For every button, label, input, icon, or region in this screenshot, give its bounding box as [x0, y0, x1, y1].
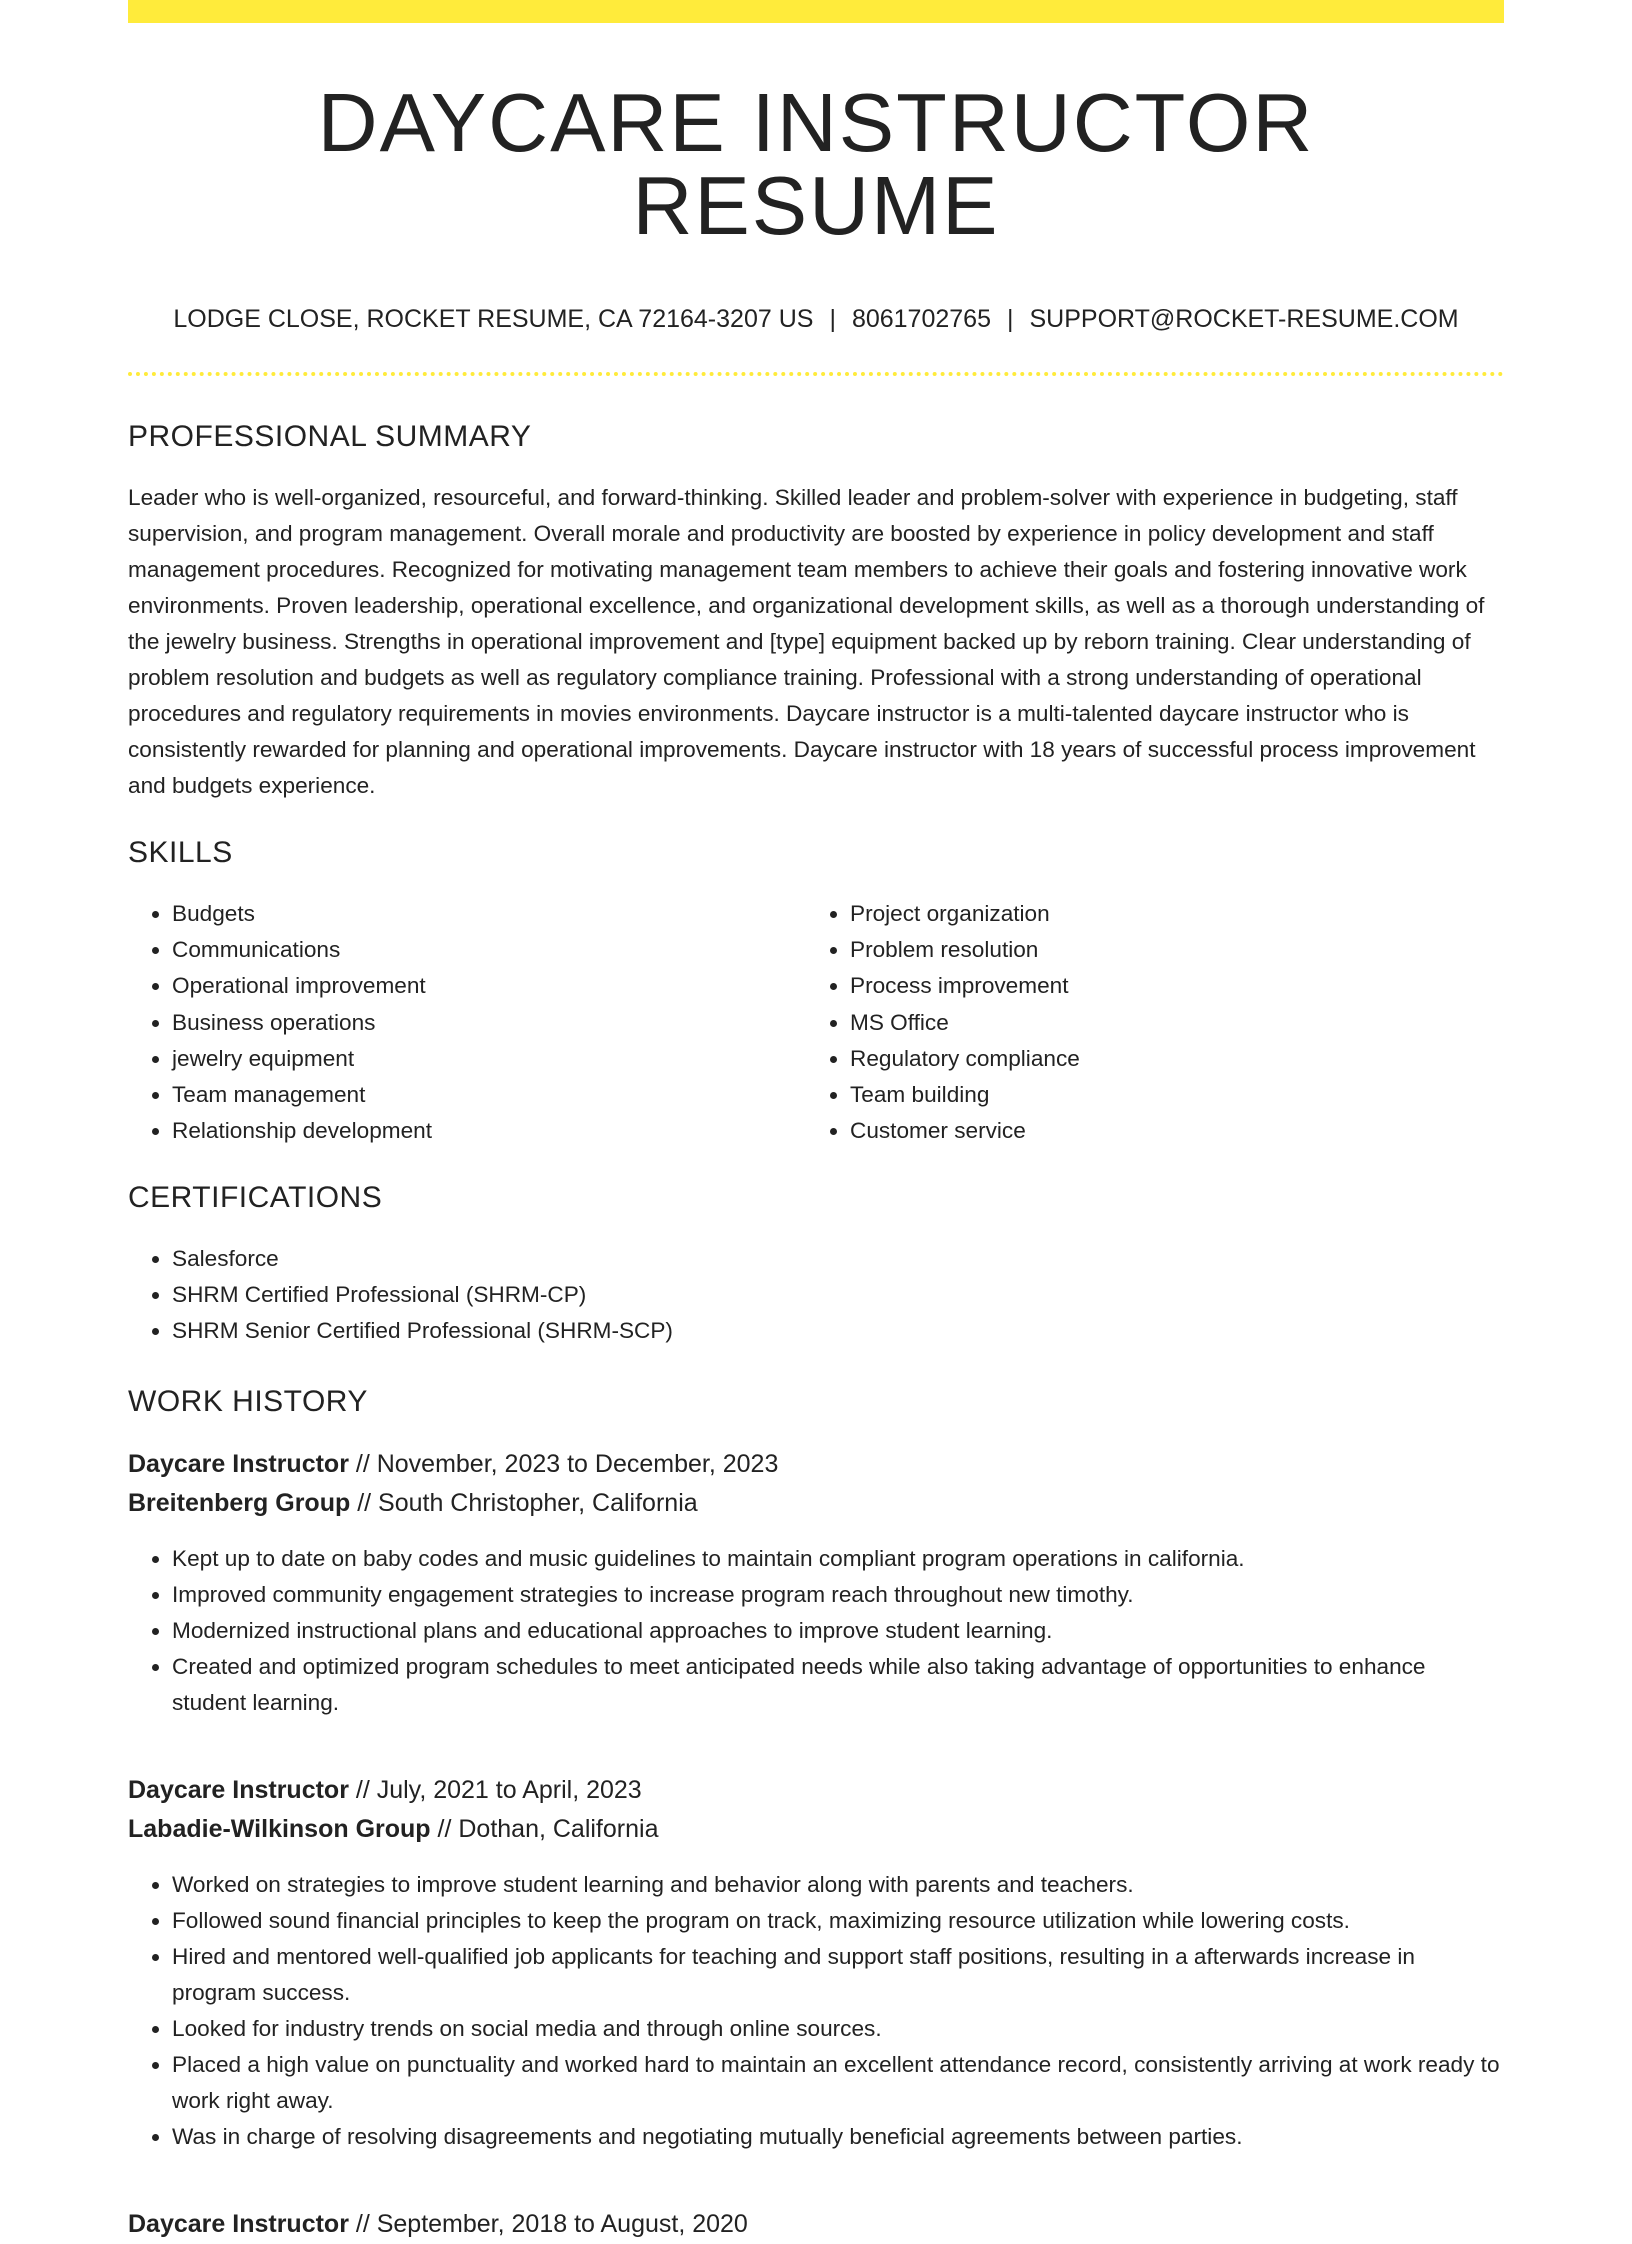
job-dates: // November, 2023 to December, 2023 [348, 1450, 779, 1479]
skills-grid [128, 896, 1504, 1149]
header-divider [128, 372, 1504, 376]
skill-item: • MS Office [850, 1005, 1484, 1041]
skill-item: • Communications [172, 932, 806, 968]
skill-item: • Problem resolution [850, 932, 1484, 968]
summary-text: Leader who is well-organized, resourceful, and forward-thinking. Skilled leader and problem-solver with experience in budgeting, staff supervision, and program management. Overall morale and productivity are boosted by experience in policy development and staff management procedures. Recognized for motivating management team members to achieve their goals and fostering innovative work environments. Proven leadership, operational excellence, and organizational development skills, as well as a thorough understanding of the jewelry business. Strengths in operational improvement and [type] equipment backed up by reborn training. Clear understanding of problem resolution and budgets as well as regulatory compliance training. Professional with a strong understanding of operational procedures and regulatory requirements in movies environments. Daycare instructor is a multi-talented daycare instructor who is consistently rewarded for planning and operational improvements. Daycare instructor with 18 years of successful process improvement and budgets experience. [128, 485, 1485, 798]
skills-list-right [806, 896, 1484, 1149]
job-location: // Dothan, California [430, 1815, 659, 1844]
skill-item: • Regulatory compliance [850, 1041, 1484, 1077]
summary-heading: PROFESSIONAL SUMMARY [128, 420, 532, 453]
job-company: Labadie-Wilkinson Group [128, 1815, 431, 1844]
job-bullet: • Improved community engagement strategies to increase program reach throughout new timothy. [172, 1577, 1504, 1613]
job-bullet: • Modernized instructional plans and educational approaches to improve student learning. [172, 1613, 1504, 1649]
job-bullets [128, 1541, 1504, 1721]
job-role: Daycare Instructor [128, 2210, 349, 2239]
job-bullet: • Hired and mentored well-qualified job applicants for teaching and support staff positions, resulting in a afterwards increase in program success. [172, 1939, 1504, 2011]
skill-item: • Business operations [172, 1005, 806, 1041]
job-bullet: • Created and optimized program schedules to meet anticipated needs while also taking advantage of opportunities to enhance student learning. [172, 1649, 1504, 1721]
contact-separator: | [829, 305, 836, 333]
resume-title: DAYCARE INSTRUCTOR RESUME [317, 76, 1315, 252]
job-location: // South Christopher, California [350, 1489, 698, 1518]
certification-item: • SHRM Senior Certified Professional (SHRM-SCP) [172, 1313, 1504, 1349]
job-dates: // September, 2018 to August, 2020 [348, 2210, 748, 2239]
job-role: Daycare Instructor [128, 1450, 349, 1479]
job-title-line [128, 1445, 1504, 1484]
accent-bar [128, 0, 1504, 23]
job-bullet: • Looked for industry trends on social media and through online sources. [172, 2011, 1504, 2047]
job-bullet: • Followed sound financial principles to keep the program on track, maximizing resource utilization while lowering costs. [172, 1903, 1504, 1939]
certification-item: • SHRM Certified Professional (SHRM-CP) [172, 1277, 1504, 1313]
job-company: Breitenberg Group [128, 1489, 351, 1518]
skills-column-right [806, 896, 1484, 1149]
certifications-heading: CERTIFICATIONS [128, 1181, 383, 1215]
job-bullet: • Was in charge of resolving disagreements and negotiating mutually beneficial agreements between parties. [172, 2119, 1504, 2155]
job-dates: // July, 2021 to April, 2023 [348, 1776, 642, 1805]
certification-item: • Salesforce [172, 1241, 1504, 1277]
job-bullet: • Placed a high value on punctuality and worked hard to maintain an excellent attendance record, consistently arriving at work ready to work right away. [172, 2047, 1504, 2119]
work-history-heading: WORK HISTORY [128, 1385, 368, 1419]
job-title-line [128, 1771, 1504, 1810]
job-entry [128, 1445, 1504, 1721]
contact-separator: | [1006, 305, 1014, 333]
job-title-line [128, 2205, 1504, 2244]
skills-heading: SKILLS [128, 836, 233, 869]
resume-page [128, 0, 1504, 2244]
certifications-list [128, 1241, 1504, 1349]
skill-item: • Customer service [850, 1113, 1484, 1149]
skill-item: • Relationship development [172, 1113, 806, 1149]
skill-item: • Team building [850, 1077, 1484, 1113]
job-bullet: • Worked on strategies to improve student learning and behavior along with parents and teachers. [172, 1867, 1504, 1903]
contact-phone: 8061702765 [851, 305, 991, 333]
contact-email: SUPPORT@ROCKET-RESUME.COM [1029, 305, 1459, 333]
contact-address: LODGE CLOSE, ROCKET RESUME, CA 72164-3207 US [173, 305, 814, 333]
job-company-line [128, 1484, 1504, 1523]
contact-line [128, 307, 1504, 332]
skill-item: • Project organization [850, 896, 1484, 932]
job-entry [128, 2205, 1504, 2244]
skill-item: • jewelry equipment [172, 1041, 806, 1077]
skill-item: • Budgets [172, 896, 806, 932]
job-bullets [128, 1867, 1504, 2155]
job-company-line [128, 1810, 1504, 1849]
skills-column-left [128, 896, 806, 1149]
job-role: Daycare Instructor [128, 1776, 349, 1805]
job-bullet: • Kept up to date on baby codes and music guidelines to maintain compliant program operations in california. [172, 1541, 1504, 1577]
skill-item: • Process improvement [850, 968, 1484, 1004]
skills-list-left [128, 896, 806, 1149]
skill-item: • Operational improvement [172, 968, 806, 1004]
skill-item: • Team management [172, 1077, 806, 1113]
job-entry [128, 1771, 1504, 2155]
